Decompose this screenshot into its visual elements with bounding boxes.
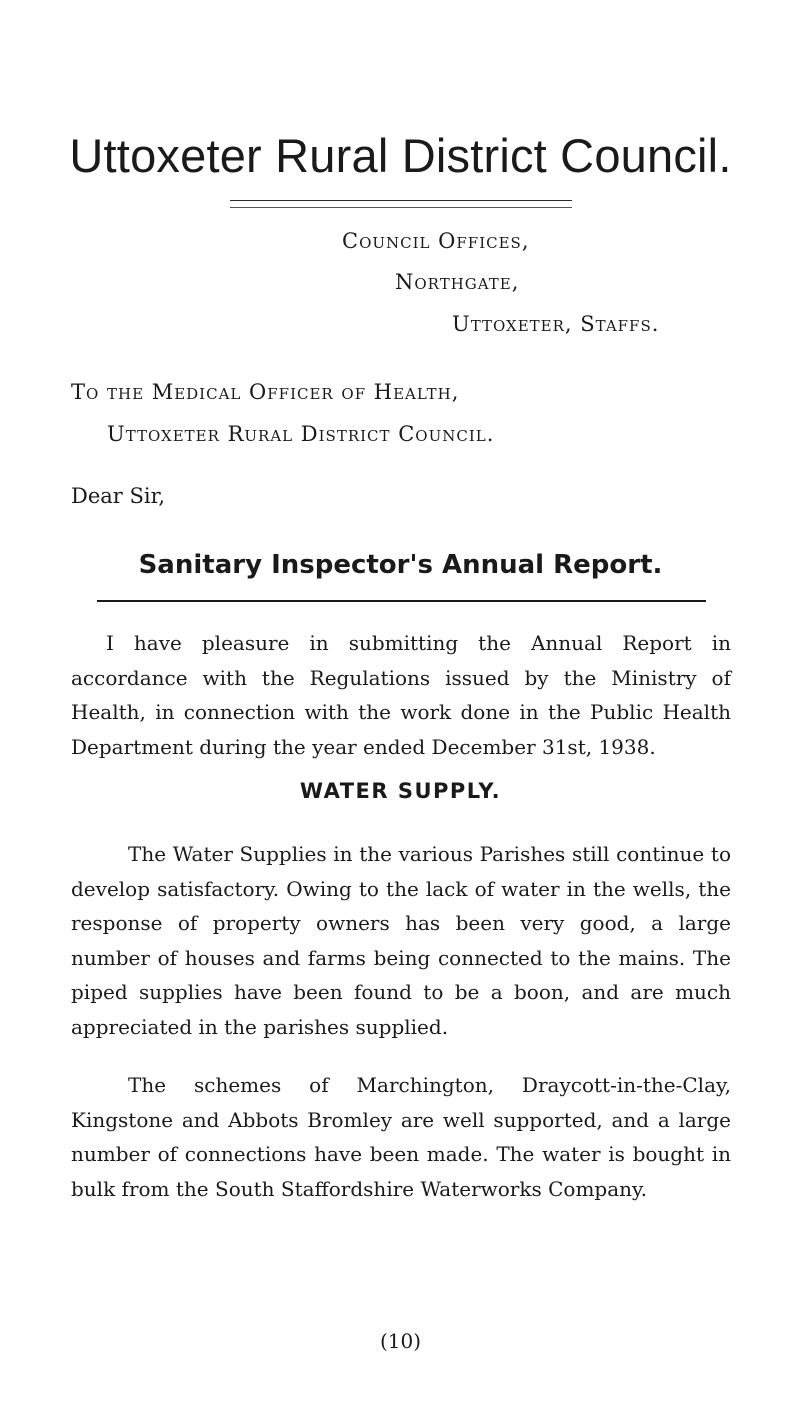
salutation: Dear Sir, [71,484,166,508]
intro-paragraph: I have pleasure in submitting the Annual Report in accordance with the Regulations issued by the Ministry of Health, in connection with the work done in the Public Health Department during the year ended December 31st, 1938. [71,631,731,759]
council-title: Uttoxeter Rural District Council. [69,129,732,182]
page-number: (10) [379,1329,422,1353]
address-line-2: Northgate, [395,270,520,294]
address-line-1: Council Offices, [342,229,530,253]
report-title-underline [97,600,706,602]
recipient-line-1: To the Medical Officer of Health, [71,380,460,404]
title-divider [230,200,572,208]
recipient-line-2: Uttoxeter Rural District Council. [107,422,495,446]
water-supply-paragraph-2: The schemes of Marchington, Draycott-in-the-Clay, Kingstone and Abbots Bromley are well supported, and a large number of connections have been made. The water is bought in bulk from the South Staffordshire Waterworks Company. [71,1073,731,1201]
report-title: Sanitary Inspector's Annual Report. [138,550,663,580]
section-heading-water-supply: WATER SUPPLY. [299,779,502,803]
water-supply-paragraph-1: The Water Supplies in the various Parishes still continue to develop satisfactory. Owing to the lack of water in the wells, the response of property owners has been very good, a large number of houses and farms being connected to the mains. The piped supplies have been found to be a boon, and are much appreciated in the parishes supplied. [71,842,731,1039]
address-line-3: Uttoxeter, Staffs. [452,312,660,336]
